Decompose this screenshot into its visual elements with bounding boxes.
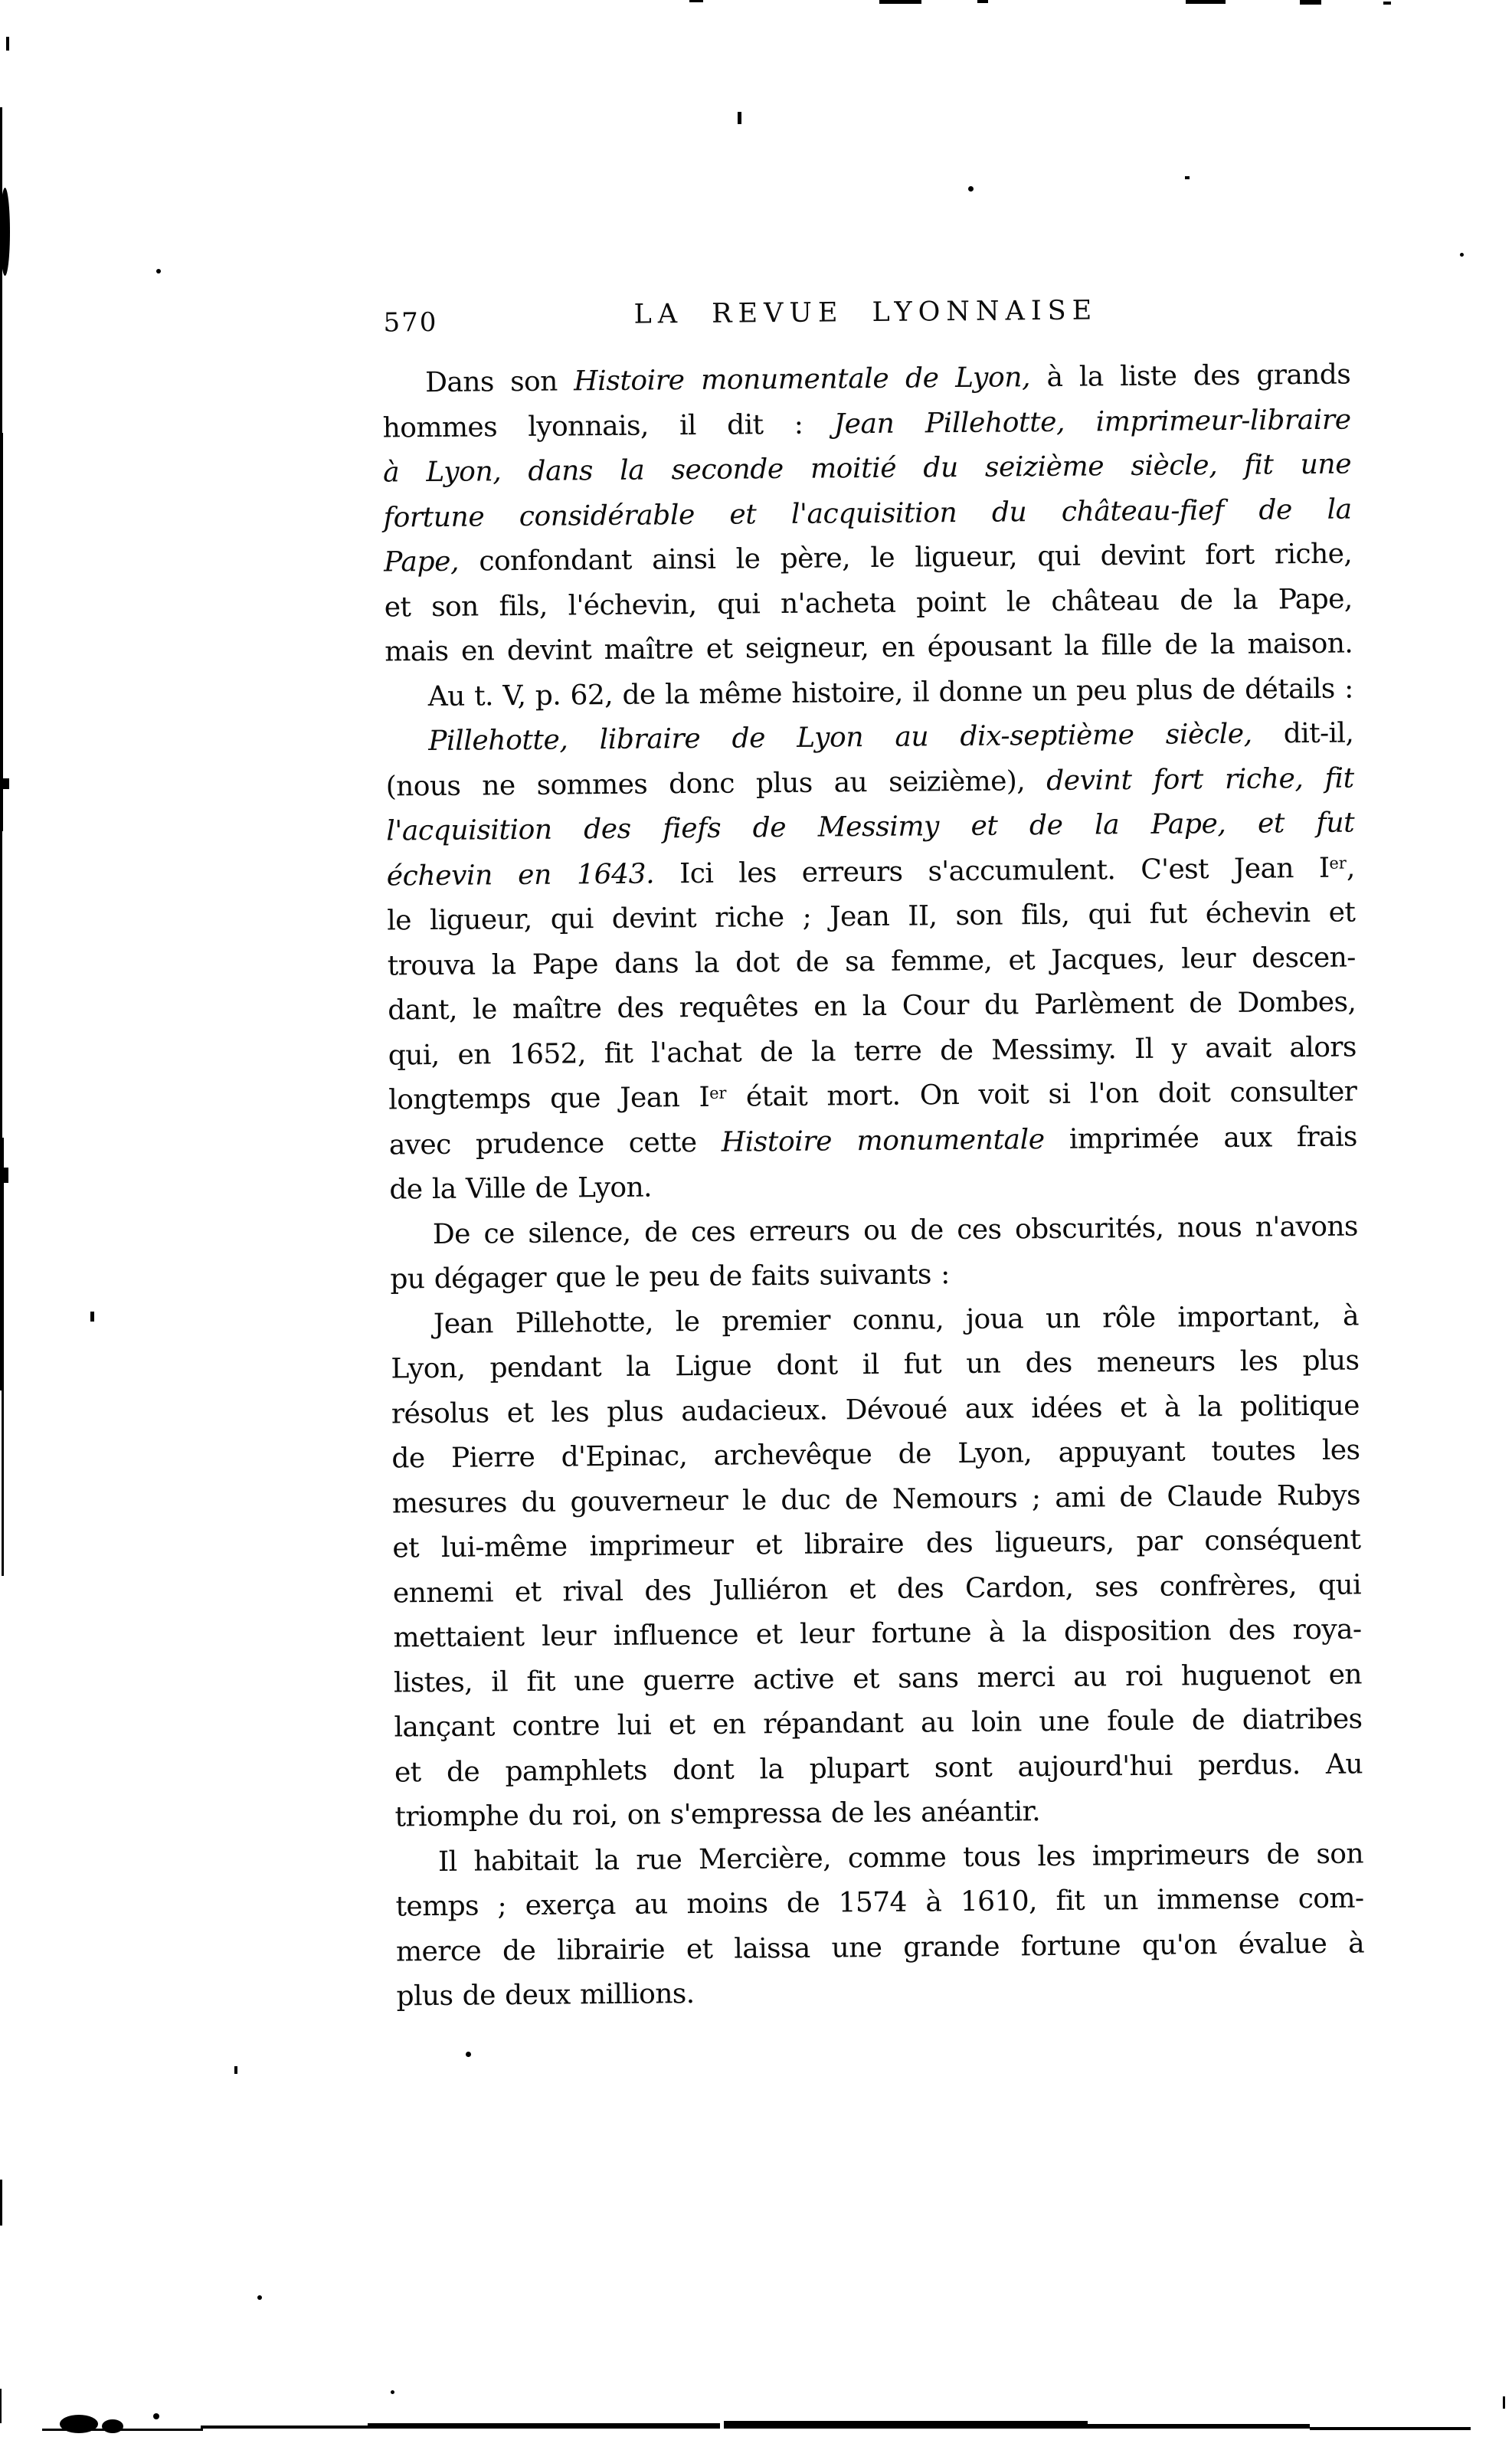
scan-artifact [102,2419,123,2433]
scan-artifact [1300,0,1321,5]
page-header [381,293,1350,343]
text-line: et son fils, l'échevin, qui n'acheta point le château de la Pape, [384,583,1353,624]
text-line: avec prudence cette Histoire monumentale imprimée aux frais [388,1120,1357,1161]
scan-artifact [977,0,988,3]
scan-artifact [2,778,9,789]
text-line: mettaient leur influence et leur fortune à la disposition des roya- [393,1613,1362,1654]
text-line: et de pamphlets dont la plupart sont aujourd'hui perdus. Au [394,1747,1363,1788]
text-line: triomphe du roi, on s'empressa de les anéantir. [394,1796,1041,1833]
scan-artifact [234,2066,237,2074]
scan-artifact [201,2426,369,2429]
scan-artifact [153,2413,159,2419]
scan-artifact [391,2390,394,2394]
text-line: trouva la Pape dans la dot de sa femme, et Jacques, leur descen- [387,941,1356,982]
running-title: LA REVUE LYONNAISE [633,295,1098,330]
text-line: résolus et les plus audacieux. Dévoué aux idées et à la politique [391,1389,1360,1430]
text-line: De ce silence, de ces erreurs ou de ces obscurités, nous n'avons [432,1210,1358,1250]
scan-artifact [1383,2,1391,5]
page-number: 570 [383,306,438,339]
text-line: longtemps que Jean Ier était mort. On voit si l'on doit consulter [388,1076,1357,1116]
scan-artifact [2,1388,4,1576]
scan-artifact [60,2415,98,2433]
scan-artifact [1186,0,1226,4]
text-line: de Pierre d'Epinac, archevêque de Lyon, appuyant toutes les [391,1434,1360,1475]
scan-artifact [968,186,974,192]
scan-artifact [2,1168,8,1183]
scan-artifact [90,1312,94,1322]
text-line: fortune considérable et l'acquisition du château-fief de la [383,493,1352,534]
text-line: qui, en 1652, fit l'achat de la terre de Messimy. Il y avait alors [388,1030,1357,1072]
scan-artifact [1503,2396,1505,2409]
text-line: mais en devint maître et seigneur, en épousant la fille de la maison. [385,627,1353,668]
scan-artifact [0,2389,2,2423]
text-line: dant, le maître des requêtes en la Cour du Parlèment de Dombes, [388,986,1357,1027]
text-line: à Lyon, dans la seconde moitié du seizième siècle, fit une [383,448,1352,489]
scan-artifact [738,112,741,124]
scan-artifact [0,827,2,1142]
text-line: le ligueur, qui devint riche ; Jean II, son fils, qui fut échevin et [387,896,1356,937]
scan-artifact [1185,176,1190,179]
text-line: pu dégager que le peu de faits suivants : [390,1259,950,1295]
scan-artifact [689,0,703,2]
scan-artifact [879,0,921,4]
text-line: Dans son Histoire monumentale de Lyon, à la liste des grands [424,359,1351,399]
text-line: hommes lyonnais, il dit : Jean Pillehotte, imprimeur-libraire [382,404,1351,444]
scan-artifact [368,2423,720,2429]
text-line: Pape, confondant ainsi le père, le ligueur, qui devint fort riche, [384,538,1353,578]
text-line: échevin en 1643. Ici les erreurs s'accumulent. C'est Jean Ier, [386,851,1355,893]
scan-artifact [156,269,161,274]
scan-artifact [466,2052,471,2057]
text-line: merce de librairie et laissa une grande fortune qu'on évalue à [395,1927,1365,1967]
scan-artifact [257,2295,262,2300]
text-line: lançant contre lui et en répandant au loin une foule de diatribes [394,1703,1363,1744]
scan-artifact [0,107,2,437]
scan-artifact [0,433,3,831]
text-line: Pillehotte, libraire de Lyon au dix-septième siècle, dit-il, [428,717,1354,758]
text-line: Jean Pillehotte, le premier connu, joua un rôle important, à [433,1299,1360,1340]
text-line: temps ; exerça au moins de 1574 à 1610, fit un immense com- [395,1882,1364,1923]
text-line: de la Ville de Lyon. [389,1171,653,1206]
text-line: Il habitait la rue Mercière, comme tous les imprimeurs de son [437,1837,1364,1878]
scan-artifact [1088,2424,1310,2429]
scan-artifact [1460,253,1464,257]
text-line: Lyon, pendant la Ligue dont il fut un des meneurs les plus [391,1345,1360,1385]
text-line: plus de deux millions. [396,1978,695,2013]
scan-artifact [0,2180,2,2226]
text-line: ennemi et rival des Julliéron et des Cardon, ses confrères, qui [392,1568,1362,1609]
text-line: (nous ne sommes donc plus au seizième), devint fort riche, fit [385,762,1354,803]
text-block [382,353,1365,2019]
text-line: mesures du gouverneur le duc de Nemours ; ami de Claude Rubys [391,1479,1361,1519]
text-line: et lui-même imprimeur et libraire des ligueurs, par conséquent [392,1524,1361,1564]
scan-artifact [724,2421,1088,2429]
scan-artifact [6,37,9,51]
text-line: l'acquisition des fiefs de Messimy et de la Pape, et fut [386,807,1355,847]
page-content [381,293,1365,2019]
text-line: listes, il fit une guerre active et sans merci au roi huguenot en [393,1658,1363,1698]
text-line: Au t. V, p. 62, de la même histoire, il donne un peu plus de détails : [427,673,1353,712]
scan-artifact [1310,2427,1471,2430]
scan-artifact [0,188,10,276]
